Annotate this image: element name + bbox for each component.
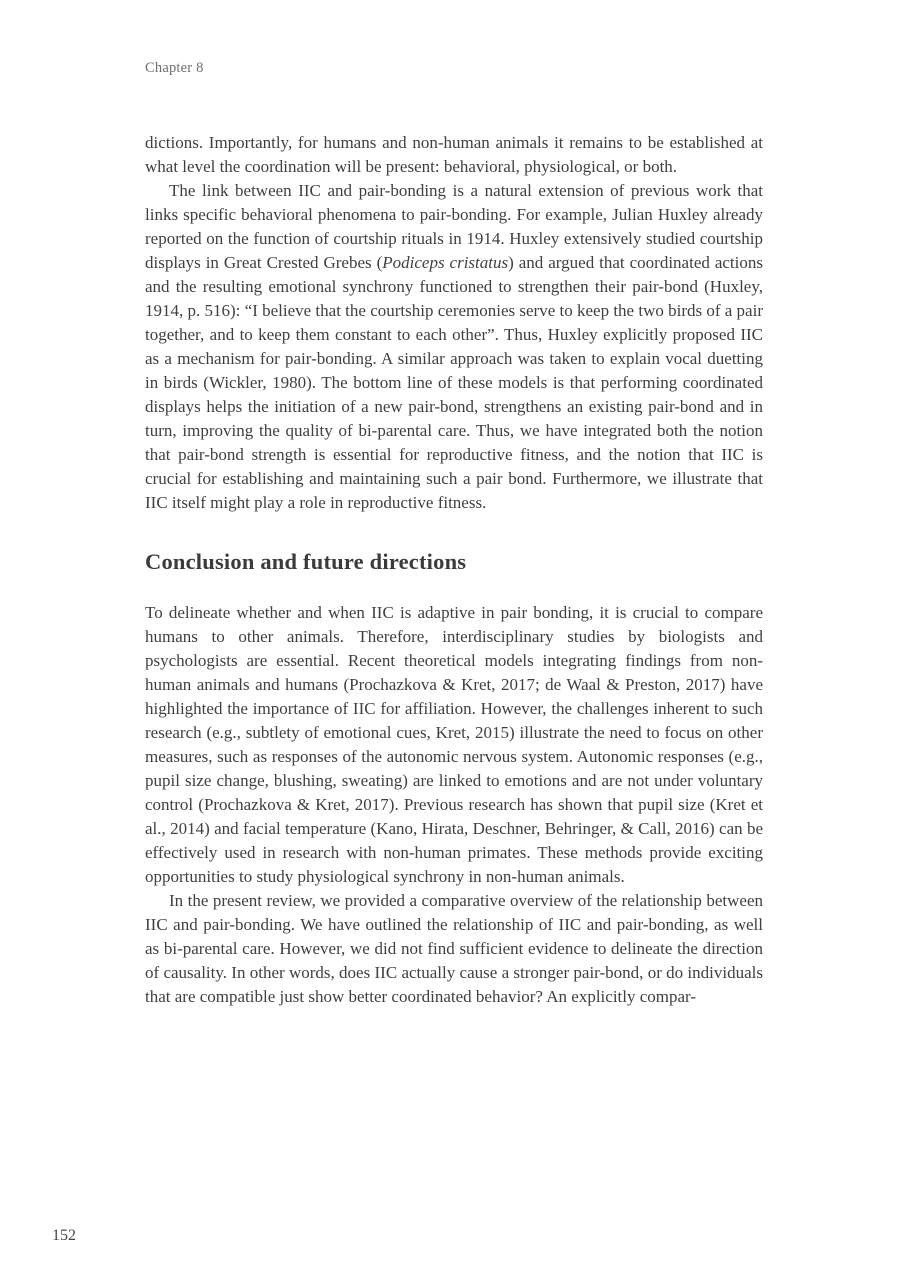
paragraph [145, 179, 763, 515]
paragraph: To delineate whether and when IIC is adaptive in pair bonding, it is crucial to compare humans to other animals. Therefore, interdisciplinary studies by biologists and psychologists are essential. Recent theoretical models integrating findings from non-human animals and humans (Prochazkova & Kret, 2017; de Waal & Preston, 2017) have highlighted the importance of IIC for affiliation. However, the challenges inherent to such research (e.g., subtlety of emotional cues, Kret, 2015) illustrate the need to focus on other measures, such as responses of the autonomic nervous system. Autonomic responses (e.g., pupil size change, blushing, sweating) are linked to emotions and are not under voluntary control (Prochazkova & Kret, 2017). Previous research has shown that pupil size (Kret et al., 2014) and facial temperature (Kano, Hirata, Deschner, Behringer, & Call, 2016) can be effectively used in research with non-human primates. These methods provide exciting opportunities to study physiological synchrony in non-human animals. [145, 603, 763, 886]
paragraph-text: The link between IIC and pair-bonding is a natural extension of previous work that links specific behavioral phenomena to pair-bonding. For example, Julian Huxley already reported on the function of courtship rituals in 1914. Huxley extensively studied courtship displays in Great Crested Grebes ( [145, 181, 763, 272]
running-header: Chapter 8 [145, 60, 204, 76]
paragraph-continuation: dictions. Importantly, for humans and non-human animals it remains to be established at what level the coordination will be present: behavioral, physiological, or both. [145, 133, 763, 176]
paragraph-text: ) and argued that coordinated actions and the resulting emotional synchrony functioned to strengthen their pair-bond (Huxley, 1914, p. 516): “I believe that the courtship ceremonies serve to keep the two birds of a pair together, and to keep them constant to each other”. Thus, Huxley explicitly proposed IIC as a mechanism for pair-bonding. A similar approach was taken to explain vocal duetting in birds (Wickler, 1980). The bottom line of these models is that performing coordinated displays helps the initiation of a new pair-bond, strengthens an existing pair-bond and in turn, improving the quality of bi-parental care. Thus, we have integrated both the notion that pair-bond strength is essential for reproductive fitness, and the notion that IIC is crucial for establishing and maintaining such a pair bond. Furthermore, we illustrate that IIC itself might play a role in reproductive fitness. [145, 253, 763, 512]
section-heading: Conclusion and future directions [145, 549, 467, 574]
page-number: 152 [52, 1227, 76, 1244]
species-name-italic: Podiceps cristatus [382, 253, 509, 272]
text-block [145, 131, 763, 1009]
paragraph: In the present review, we provided a comparative overview of the relationship between IIC and pair-bonding. We have outlined the relationship of IIC and pair-bonding, as well as bi-parental care. However, we did not find sufficient evidence to delineate the direction of causality. In other words, does IIC actually cause a stronger pair-bond, or do individuals that are compatible just show better coordinated behavior? An explicitly compar- [145, 891, 763, 1006]
